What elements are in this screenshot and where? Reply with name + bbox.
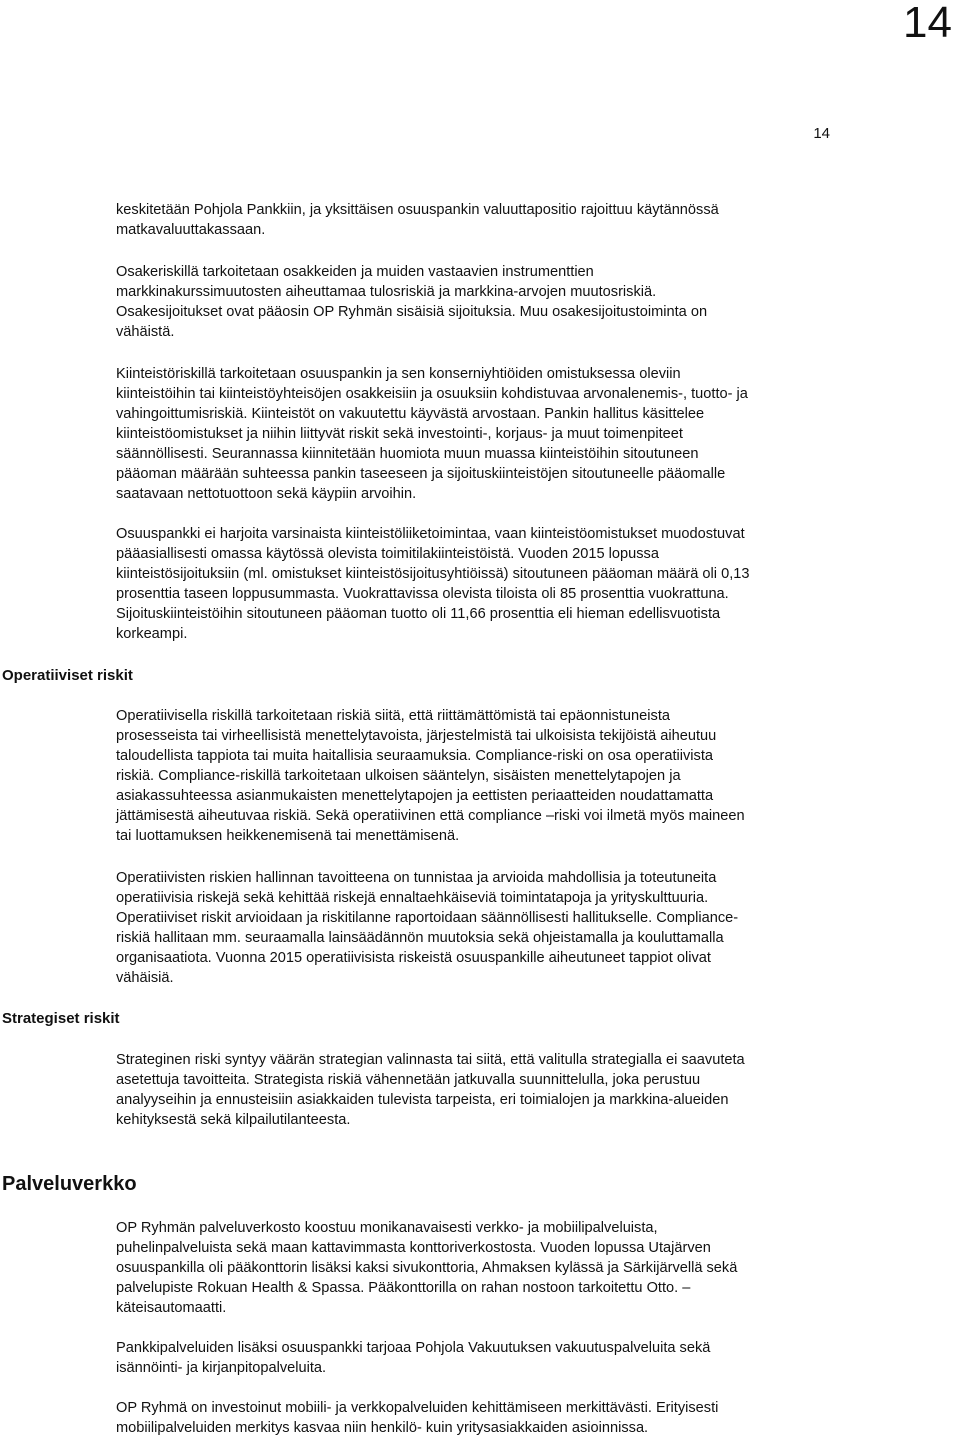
heading-service-network: Palveluverkko	[2, 1173, 137, 1195]
paragraph-real-estate-risk: Kiinteistöriskillä tarkoitetaan osuuspankin ja sen konserniyhtiöiden omistuksessa oleviin kiinteistöihin tai kiinteistöyhteisöjen osakkeisiin ja osuuksiin kohdistuvaa arvonalenemis-, tuotto- ja vahingoittumisriskiä. Kiinteistöt on vakuutettu käyvästä arvostaan. Pankin hallitus käsittelee kiinteistöomistukset ja niihin liittyvät riskit sekä investointi-, korjaus- ja muut toimenpiteet säännöllisesti. Seurannassa kiinnitetään huomiota muun muassa kiinteistöihin sitoutuneen pääoman määrään suhteessa pankin taseeseen ja sijoituskiinteistöjen sitoutuneelle pääomalle saatavaan nettotuottoon sekä käypiin arvoihin.	[116, 366, 748, 502]
header-page-number: 14	[903, 0, 952, 47]
paragraph-currency-risk-cont: keskitetään Pohjola Pankkiin, ja yksittäisen osuuspankin valuuttapositio rajoittuu käytännössä matkavaluuttakassaan.	[116, 202, 719, 238]
paragraph-additional-services: Pankkipalveluiden lisäksi osuuspankki tarjoaa Pohjola Vakuutuksen vakuutuspalveluita sekä isännöinti- ja kirjanpitopalveluita.	[116, 1340, 711, 1376]
paragraph-service-network: OP Ryhmän palveluverkosto koostuu monikanavaisesti verkko- ja mobiilipalveluista, puhelinpalveluista sekä maan kattavimmasta konttoriverkostosta. Vuoden lopussa Utajärven osuuspankilla oli pääkonttorin lisäksi kaksi sivukonttoria, Ahmaksen kylässä ja Särkijärvellä sekä palvelupiste Rokuan Health & Spassa. Pääkonttorilla on rahan nostoon tarkoitettu Otto. – käteisautomaatti.	[116, 1220, 738, 1316]
paragraph-operational-risk: Operatiivisella riskillä tarkoitetaan riskiä siitä, että riittämättömistä tai epäonnistuneista prosesseista tai virheellisistä menettelytavoista, järjestelmistä tai ulkoisista tekijöistä aiheutuu taloudellista tappiota tai muita haitallisia seuraamuksia. Compliance-riski on osa operatiivista riskiä. Compliance-riskillä tarkoitetaan ulkoisen sääntelyn, sisäisten menettelytapojen ja asiakassuhteessa asianmukaisten menettelytapojen ja eettisten periaatteiden noudattamatta jättämisestä aiheutuvaa riskiä. Sekä operatiivinen että compliance –riski voi ilmetä myös maineen tai luottamuksen heikkenemisenä tai menettämisenä.	[116, 708, 745, 844]
heading-operational-risks: Operatiiviset riskit	[2, 667, 133, 684]
paragraph-equity-risk: Osakeriskillä tarkoitetaan osakkeiden ja muiden vastaavien instrumenttien markkinakurssimuutosten aiheuttamaa tulosriskiä ja markkina-arvojen muutosriskiä. Osakesijoitukset ovat pääosin OP Ryhmän sisäisiä sijoituksia. Muu osakesijoitustoiminta on vähäistä.	[116, 264, 708, 340]
paragraph-strategic-risk: Strateginen riski syntyy väärän strategian valinnasta tai siitä, että valitulla strategialla ei saavuteta asetettuja tavoitteita. Strategista riskiä vähennetään jatkuvalla suunnittelulla, joka perustuu analyyseihin ja ennusteisiin asiakkaiden tulevista tarpeista, eri toimialojen ja markkina-alueiden kehityksestä sekä kilpailutilanteesta.	[116, 1052, 745, 1128]
paragraph-real-estate-holdings: Osuuspankki ei harjoita varsinaista kiinteistöliiketoimintaa, vaan kiinteistöomistukset muodostuvat pääasiallisesti omassa käytössä olevista toimitilakiinteistöistä. Vuoden 2015 lopussa kiinteistösijoituksiin (ml. omistukset kiinteistösijoitusyhtiöissä) sitoutuneen pääoman määrä oli 0,13 prosenttia taseen loppusummasta. Vuokrattavissa olevista tiloista oli 85 prosenttia vuokrattuna. Sijoituskiinteistöihin sitoutuneen pääoman tuotto oli 11,66 prosenttia eli hieman edellisvuotista korkeampi.	[116, 526, 750, 642]
paragraph-digital-investment: OP Ryhmä on investoinut mobiili- ja verkkopalveluiden kehittämiseen merkittävästi. Erityisesti mobiilipalveluiden merkitys kasvaa niin henkilö- kuin yritysasiakkaiden asioinnissa.	[116, 1400, 719, 1436]
paragraph-operational-risk-management: Operatiivisten riskien hallinnan tavoitteena on tunnistaa ja arvioida mahdollisia ja toteutuneita operatiivisia riskejä sekä kehittää riskejä ennaltaehkäiseviä toimintatapoja ja yrityskulttuuria. Operatiiviset riskit arvioidaan ja riskitilanne raportoidaan säännöllisesti hallitukselle. Compliance- riskiä hallitaan mm. seuraamalla lainsäädännön muutoksia sekä ohjeistamalla ja kouluttamalla organisaatiota. Vuonna 2015 operatiivisista riskeistä osuuspankille aiheutuneet tappiot olivat vähäisiä.	[116, 870, 739, 986]
heading-strategic-risks: Strategiset riskit	[2, 1010, 120, 1027]
page-number: 14	[813, 125, 830, 142]
